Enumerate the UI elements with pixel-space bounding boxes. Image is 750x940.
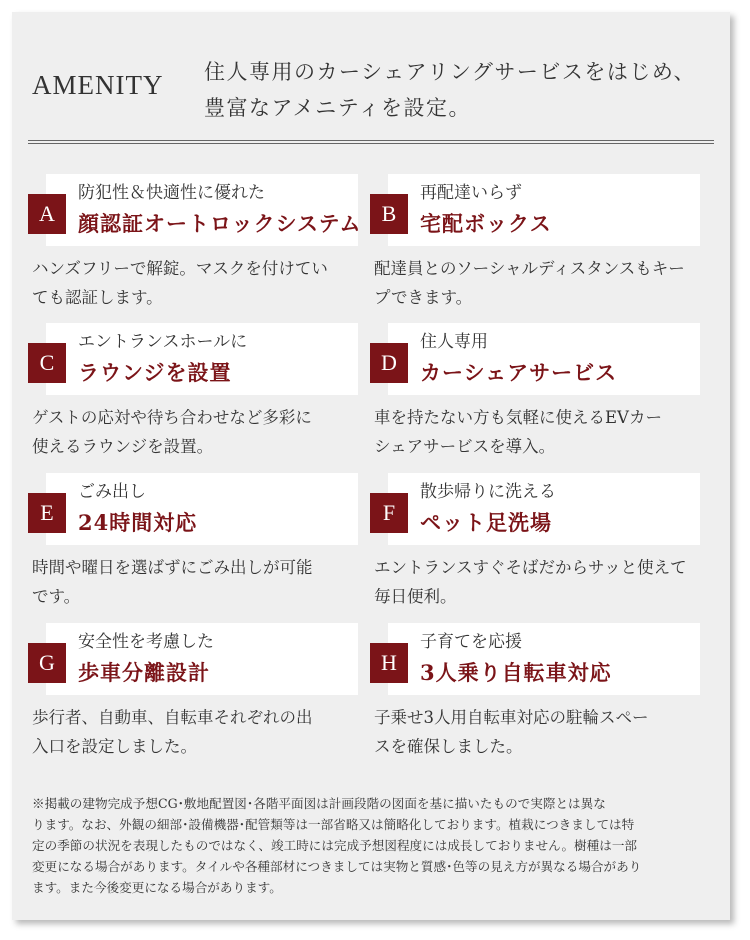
card-description-line: ハンズフリーで解錠。マスクを付けてい (32, 259, 328, 278)
card-description-line: です。 (32, 587, 81, 606)
card-subtitle: 安全性を考慮した (78, 632, 214, 652)
card-description-line: シェアサービスを導入。 (374, 437, 556, 456)
amenity-panel (12, 12, 730, 920)
card-description-line: 使えるラウンジを設置。 (32, 437, 214, 456)
card-title: 24時間対応 (78, 510, 198, 535)
card-subtitle: 防犯性＆快適性に優れた (78, 183, 265, 203)
card-letter-badge: E (28, 493, 66, 533)
card-description-line: 時間や曜日を選ばずにごみ出しが可能 (32, 558, 313, 577)
card-description (32, 703, 362, 761)
amenity-card-h (370, 623, 710, 773)
card-description (32, 553, 362, 611)
card-description-line: 歩行者、自動車、自転車それぞれの出 (32, 708, 313, 727)
card-letter-badge: H (370, 643, 408, 683)
card-letter-badge: B (370, 194, 408, 234)
disclaimer-line: ります。なお、外観の細部･設備機器･配管類等は一部省略又は簡略化しております。植栽につきましては特 (32, 817, 635, 832)
section-title: AMENITY (32, 70, 164, 100)
card-description (374, 254, 704, 312)
card-subtitle: 子育てを応援 (420, 632, 522, 652)
card-title: ペット足洗場 (420, 510, 552, 535)
card-description (32, 403, 362, 461)
disclaimer-line: 定の季節の状況を表現したものではなく、竣工時には完成予想図程度には成長しておりません。樹種は一部 (32, 838, 638, 853)
card-subtitle: 住人専用 (420, 332, 488, 352)
card-description (374, 703, 704, 761)
disclaimer-line: 変更になる場合があります。タイルや各種部材につきましては実物と質感･色等の見え方が異なる場合があり (32, 859, 642, 874)
card-letter-badge: F (370, 493, 408, 533)
card-subtitle: 散歩帰りに洗える (420, 482, 556, 502)
card-title: 宅配ボックス (420, 211, 552, 236)
amenity-card-g (28, 623, 368, 773)
card-description-line: スを確保しました。 (374, 737, 523, 756)
card-title: 歩車分離設計 (78, 660, 210, 685)
amenity-card-c (28, 323, 368, 473)
card-description-line: 毎日便利。 (374, 587, 457, 606)
card-title: 顔認証オートロックシステム (78, 211, 362, 236)
section-lead (204, 54, 724, 126)
card-subtitle: エントランスホールに (78, 332, 248, 352)
card-letter-badge: D (370, 343, 408, 383)
card-description-line: プできます。 (374, 288, 473, 307)
card-description (374, 403, 704, 461)
card-description-line: 子乗せ3人用自転車対応の駐輪スペー (374, 708, 649, 727)
card-description-line: 入口を設定しました。 (32, 737, 197, 756)
card-description (32, 254, 362, 312)
card-letter-badge: A (28, 194, 66, 234)
divider (28, 143, 714, 144)
card-title: ラウンジを設置 (78, 360, 232, 385)
section-lead-line: 住人専用のカーシェアリングサービスをはじめ、 (204, 60, 697, 84)
card-description-line: ゲストの応対や待ち合わせなど多彩に (32, 408, 312, 427)
card-subtitle: ごみ出し (78, 482, 146, 502)
card-letter-badge: G (28, 643, 66, 683)
disclaimer-line: ※掲載の建物完成予想CG･敷地配置図･各階平面図は計画段階の図面を基に描いたもので実際とは異な (32, 796, 606, 811)
disclaimer-line: ます。また今後変更になる場合があります。 (32, 880, 282, 895)
disclaimer-note (32, 793, 722, 898)
card-subtitle: 再配達いらず (420, 183, 522, 203)
card-description (374, 553, 704, 611)
amenity-card-d (370, 323, 710, 473)
amenity-card-e (28, 473, 368, 623)
divider (28, 140, 714, 141)
card-description-line: エントランスすぐそばだからサッと使えて (374, 558, 687, 577)
card-letter-badge: C (28, 343, 66, 383)
section-lead-line: 豊富なアメニティを設定。 (204, 96, 472, 120)
amenity-card-f (370, 473, 710, 623)
card-title: 3人乗り自転車対応 (420, 660, 612, 685)
card-description-line: 配達員とのソーシャルディスタンスもキー (374, 259, 685, 278)
card-title: カーシェアサービス (420, 360, 618, 385)
amenity-card-a (28, 174, 368, 324)
card-description-line: ても認証します。 (32, 288, 163, 307)
amenity-card-b (370, 174, 710, 324)
card-description-line: 車を持たない方も気軽に使えるEVカー (374, 408, 662, 427)
